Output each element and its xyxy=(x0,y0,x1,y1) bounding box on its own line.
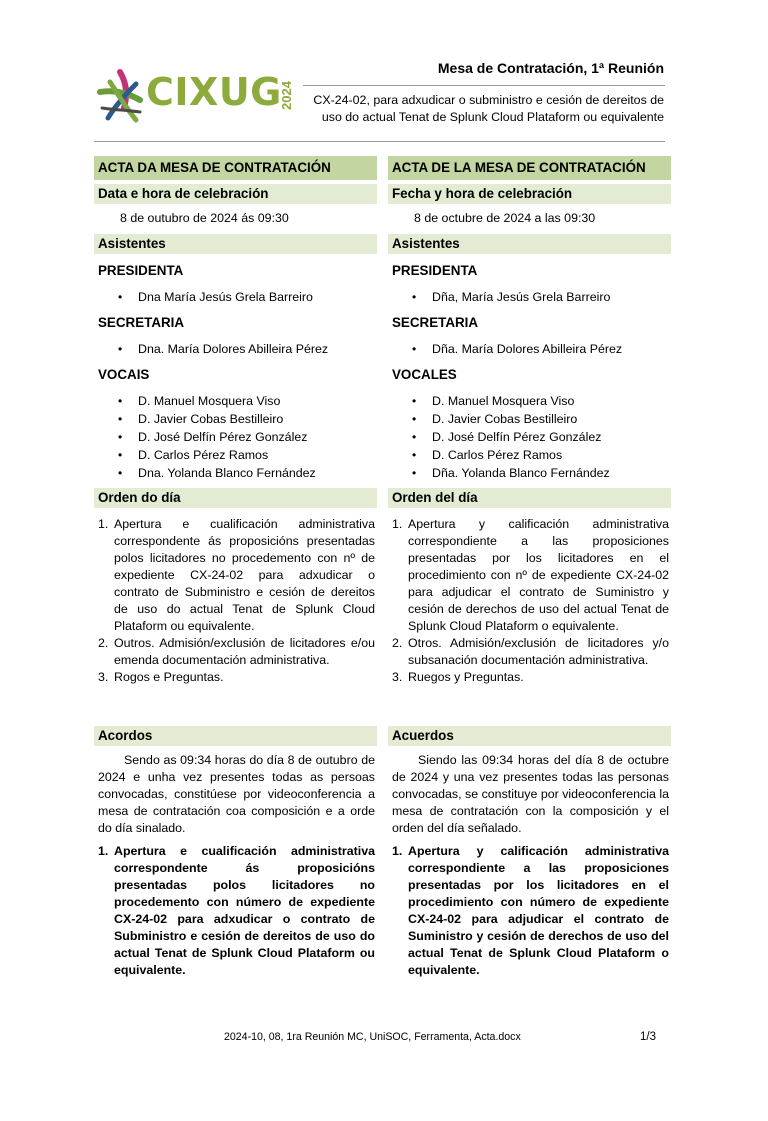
attendees-heading: Asistentes xyxy=(388,234,671,254)
agenda-number: 3. xyxy=(98,670,109,684)
agreements-intro: Siendo las 09:34 horas del día 8 de octubre de 2024 y una vez presentes todas las personas convocadas, se constituye por videoconferencia la mesa de contratación con la composición y el orden del día señalado. xyxy=(392,753,669,835)
agenda-text: Ruegos y Preguntas. xyxy=(408,670,524,684)
agenda-number: 1. xyxy=(392,517,403,531)
list-item: • Dña. María Dolores Abilleira Pérez xyxy=(388,340,671,358)
agenda-item xyxy=(94,669,377,686)
footer-filename: 2024-10, 08, 1ra Reunión MC, UniSOC, Ferramenta, Acta.docx xyxy=(224,1031,521,1043)
list-item: • Dna María Jesús Grela Barreiro xyxy=(94,288,377,306)
agreement-item xyxy=(94,843,377,979)
date-heading: Fecha y hora de celebración xyxy=(388,184,671,204)
agenda-item xyxy=(94,516,377,635)
agenda-number: 1. xyxy=(98,517,109,531)
attendees-heading: Asistentes xyxy=(94,234,377,254)
acta-heading: ACTA DA MESA DE CONTRATACIÓN xyxy=(94,156,377,180)
agenda-item xyxy=(94,635,377,669)
list-item: • D. Manuel Mosquera Viso xyxy=(94,392,377,410)
agenda-heading: Orden do día xyxy=(94,488,377,508)
agreements-heading: Acuerdos xyxy=(388,726,671,746)
agenda-text: Outros. Admisión/exclusión de licitadores e/ou emenda documentación administrativa. xyxy=(114,636,375,667)
agenda-number: 3. xyxy=(392,670,403,684)
agenda-text: Apertura y calificación administrativa correspondiente a las proposiciones presentadas por los licitadores en el procedimiento con nº de expediente CX-24-02 para adjudicar el contrato de Suministro y cesión de derechos de uso del actual Tenat de Splunk Cloud Plataform o equivalente. xyxy=(408,517,669,633)
star-emblem-icon xyxy=(96,68,146,128)
agenda-item xyxy=(388,635,671,669)
date-heading: Data e hora de celebración xyxy=(94,184,377,204)
agreement-number: 1. xyxy=(98,844,109,858)
list-item: • D. Javier Cobas Bestilleiro xyxy=(94,410,377,428)
acta-heading: ACTA DE LA MESA DE CONTRATACIÓN xyxy=(388,156,671,180)
header-bottom-divider xyxy=(94,141,665,142)
agenda-number: 2. xyxy=(98,636,109,650)
agreement-text: Apertura y calificación administrativa correspondiente a las proposiciones presentadas por los licitadores en el procedimiento con número de expediente CX-24-02 para adjudicar el contrato de Suministro y cesión de derechos de uso del actual Tenat de Splunk Cloud Plataform o equivalente. xyxy=(408,844,669,977)
list-item: • D. José Delfín Pérez González xyxy=(388,428,671,446)
date-value: 8 de octubre de 2024 a las 09:30 xyxy=(414,211,596,225)
logo-year-text: 2024 xyxy=(278,81,294,110)
agenda-heading: Orden del día xyxy=(388,488,671,508)
list-item: • Dña. Yolanda Blanco Fernández xyxy=(388,464,671,482)
agreement-item xyxy=(388,843,671,979)
president-label: PRESIDENTA xyxy=(98,263,184,278)
agenda-number: 2. xyxy=(392,636,403,650)
list-item: • D. Javier Cobas Bestilleiro xyxy=(388,410,671,428)
header-divider xyxy=(303,85,665,86)
president-label: PRESIDENTA xyxy=(392,263,478,278)
logo-year xyxy=(278,74,300,118)
page-number: 1/3 xyxy=(640,1031,656,1043)
header-subtitle: CX-24-02, para adxudicar o subministro e cesión de dereitos de uso do actual Tenat de Splunk Cloud Plataform ou equivalente xyxy=(313,93,664,124)
secretary-label: SECRETARIA xyxy=(98,315,185,330)
list-item: • D. Carlos Pérez Ramos xyxy=(94,446,377,464)
members-label: VOCALES xyxy=(392,367,457,382)
agreements-intro: Sendo as 09:34 horas do día 8 de outubro de 2024 e unha vez presentes todas as persoas convocadas, constitúese por videoconferencia a mesa de contratación coa composición e a orde do día sinalado. xyxy=(98,753,375,835)
agreements-heading: Acordos xyxy=(94,726,377,746)
list-item: • Dña, María Jesús Grela Barreiro xyxy=(388,288,671,306)
list-item: • D. José Delfín Pérez González xyxy=(94,428,377,446)
agreement-number: 1. xyxy=(392,844,403,858)
agenda-item xyxy=(388,669,671,686)
agreement-text: Apertura e cualificación administrativa correspondente ás proposicións presentadas polos licitadores no procedemento con número de expediente CX-24-02 para adxudicar o contrato de Subministro e cesión de dereitos de uso do actual Tenat de Splunk Cloud Plataform ou equivalente. xyxy=(114,844,375,977)
logo-wordmark: CIXUG xyxy=(146,70,282,114)
cixug-logo xyxy=(96,68,306,128)
header-title: Mesa de Contratación, 1ª Reunión xyxy=(437,60,664,76)
list-item: • D. Carlos Pérez Ramos xyxy=(388,446,671,464)
date-value: 8 de outubro de 2024 ás 09:30 xyxy=(120,211,289,225)
agenda-item xyxy=(388,516,671,635)
list-item: • Dna. Yolanda Blanco Fernández xyxy=(94,464,377,482)
agenda-text: Apertura e cualificación administrativa correspondente ás proposicións presentadas polos licitadores no procedemento con nº de expediente CX-24-02 para adxudicar o contrato de Subministro e cesión de dereitos de uso do actual Tenat de Splunk Cloud Plataform ou equivalente. xyxy=(114,517,375,633)
members-label: VOCAIS xyxy=(98,367,150,382)
list-item: • Dna. María Dolores Abilleira Pérez xyxy=(94,340,377,358)
agenda-text: Otros. Admisión/exclusión de licitadores y/o subsanación documentación administrativa. xyxy=(408,636,669,667)
secretary-label: SECRETARIA xyxy=(392,315,479,330)
list-item: • D. Manuel Mosquera Viso xyxy=(388,392,671,410)
agenda-text: Rogos e Preguntas. xyxy=(114,670,224,684)
